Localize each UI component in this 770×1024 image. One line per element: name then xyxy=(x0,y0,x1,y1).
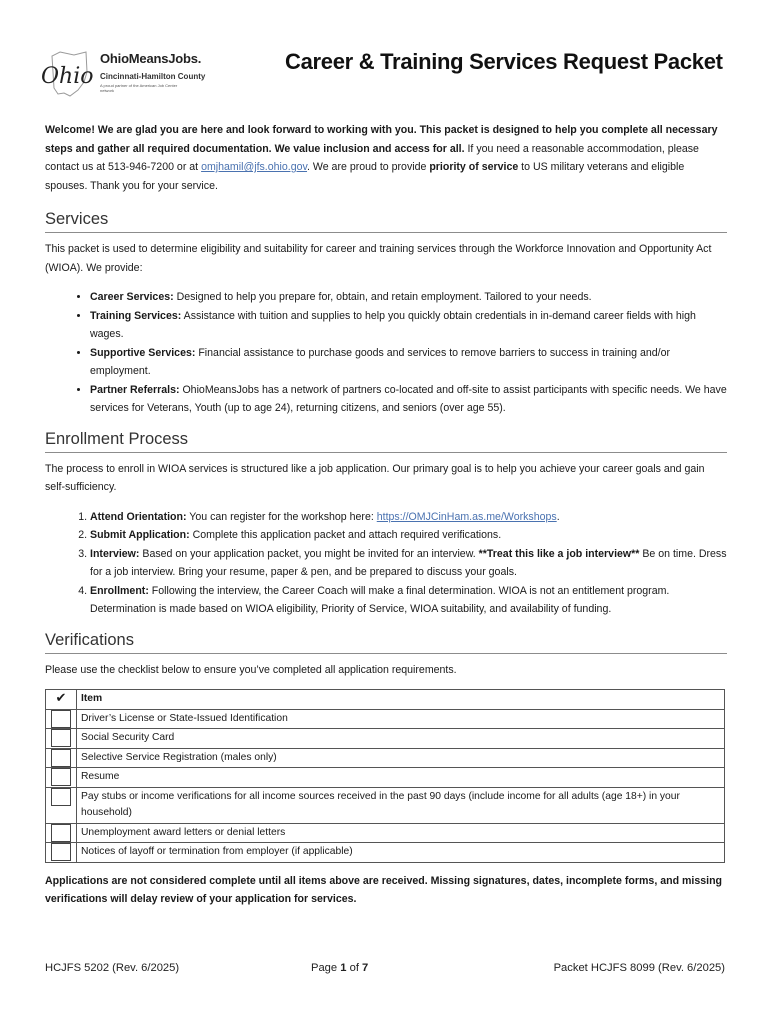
page-current: 1 xyxy=(340,962,347,974)
page-of: of xyxy=(346,962,363,974)
list-item xyxy=(90,526,727,545)
checkbox[interactable] xyxy=(51,824,71,842)
checkbox-cell xyxy=(46,768,77,788)
verifications-heading: Verifications xyxy=(45,629,727,654)
service-label: Partner Referrals: xyxy=(90,383,180,396)
ohiomeansjobs-logo xyxy=(40,50,220,100)
enrollment-heading: Enrollment Process xyxy=(45,428,727,453)
checklist-item: Unemployment award letters or denial letters xyxy=(77,823,725,843)
checkbox[interactable] xyxy=(51,729,71,747)
checkbox-cell xyxy=(46,709,77,729)
verification-note: Applications are not considered complete until all items above are received. Missing signatures, dates, incomplete forms, and missing verifications will delay review of your application for services. xyxy=(45,874,723,905)
list-item xyxy=(90,288,727,307)
intro-bold: Welcome! We are glad you are here and look forward to working with you. This packet is designed to help you complete all necessary steps and gather all required documentation. We value inclusion and access for all. xyxy=(45,124,718,155)
ohio-state-outline-icon xyxy=(40,50,98,100)
intro-text-2: . We are proud to provide xyxy=(307,161,430,173)
intro-text-1: If you need a reasonable accommodation, please contact us at 513-946-7200 or at xyxy=(45,142,699,173)
ohio-script-text: Ohio xyxy=(41,64,94,89)
step-text: Based on your application packet, you might be invited for an interview. xyxy=(139,547,479,560)
step-label: Enrollment: xyxy=(90,584,149,597)
item-column-header: Item xyxy=(77,690,725,710)
intro-text-3: to US military veterans and eligible spouses. Thank you for your service. xyxy=(45,161,685,192)
list-item xyxy=(90,508,727,527)
page-prefix: Page xyxy=(311,962,341,974)
logo-brand: OhioMeansJobs. xyxy=(100,51,202,66)
verification-checklist xyxy=(45,689,725,863)
page-total: 7 xyxy=(362,962,369,974)
checkbox-cell xyxy=(46,748,77,768)
checkbox[interactable] xyxy=(51,710,71,728)
checkbox-cell xyxy=(46,729,77,749)
checkmark-icon: ✔ xyxy=(46,690,77,710)
list-item xyxy=(90,582,727,619)
checkbox-cell xyxy=(46,843,77,863)
step-text: You can register for the workshop here: xyxy=(186,510,377,523)
table-row xyxy=(46,823,725,843)
checkbox[interactable] xyxy=(51,749,71,767)
step-emphasis: **Treat this like a job interview** xyxy=(478,547,640,560)
step-label: Interview: xyxy=(90,547,140,560)
table-header-row xyxy=(46,690,725,710)
service-text: Designed to help you prepare for, obtain, and retain employment. Tailored to your needs. xyxy=(173,291,592,303)
checkbox-cell xyxy=(46,823,77,843)
list-item xyxy=(90,344,727,381)
step-text: Be on time. Dress for a job interview. Bring your resume, paper & pen, and be prepared to discuss your goals. xyxy=(90,547,727,578)
enrollment-description: The process to enroll in WIOA services is structured like a job application. Our primary goal is to help you achieve your career goals and gain self-sufficiency. xyxy=(45,462,705,493)
step-text: Complete this application packet and attach required verifications. xyxy=(189,529,502,541)
service-text: Financial assistance to purchase goods and services to remove barriers to success in training and/or employment. xyxy=(90,346,670,377)
services-list xyxy=(45,288,727,418)
verifications-description: Please use the checklist below to ensure you’ve completed all application requirements. xyxy=(45,663,457,676)
checklist-item: Notices of layoff or termination from employer (if applicable) xyxy=(77,843,725,863)
logo-tagline: A proud partner of the American Job Center network xyxy=(100,83,178,93)
footer-form-number: HCJFS 5202 (Rev. 6/2025) xyxy=(45,962,180,974)
checkbox-cell xyxy=(46,787,77,823)
checklist-item: Resume xyxy=(77,768,725,788)
service-label: Supportive Services: xyxy=(90,346,196,359)
page-title: Career & Training Services Request Packet xyxy=(285,49,723,74)
intro-paragraph xyxy=(45,121,727,195)
footer-packet-number: Packet HCJFS 8099 (Rev. 6/2025) xyxy=(553,962,725,974)
service-label: Training Services: xyxy=(90,309,182,322)
checkbox[interactable] xyxy=(51,788,71,806)
checklist-item: Social Security Card xyxy=(77,729,725,749)
intro-bold-2: priority of service xyxy=(429,161,519,173)
step-label: Submit Application: xyxy=(90,529,190,541)
document-body xyxy=(45,121,727,909)
checklist-item: Pay stubs or income verifications for all income sources received in the past 90 days (include income for all adults (age 18+) in your household) xyxy=(77,787,725,823)
service-text: OhioMeansJobs has a network of partners co-located and off-site to assist participants with specific needs. We have services for Veterans, Youth (up to age 24), returning citizens, and seniors (over age 55). xyxy=(90,383,727,414)
table-row xyxy=(46,787,725,823)
step-text: . xyxy=(556,510,560,523)
services-heading: Services xyxy=(45,208,727,233)
enrollment-steps xyxy=(45,508,727,619)
checklist-item: Selective Service Registration (males only) xyxy=(77,748,725,768)
checkbox[interactable] xyxy=(51,768,71,786)
footer-page-number xyxy=(311,962,368,974)
table-row xyxy=(46,768,725,788)
list-item xyxy=(90,307,727,344)
checkbox[interactable] xyxy=(51,843,71,861)
logo-region: Cincinnati-Hamilton County xyxy=(100,72,206,81)
list-item xyxy=(90,381,727,418)
services-description: This packet is used to determine eligibility and suitability for career and training services through the Workforce Innovation and Opportunity Act (WIOA). We provide: xyxy=(45,243,712,274)
workshop-link[interactable]: https://OMJCinHam.as.me/Workshops xyxy=(376,510,557,523)
step-text: Following the interview, the Career Coach will make a final determination. WIOA is not an entitlement program. Determination is made based on WIOA eligibility, Priority of Service, WIOA suitability, and availability of funding. xyxy=(90,584,670,615)
checklist-item: Driver’s License or State-Issued Identification xyxy=(77,709,725,729)
service-label: Career Services: xyxy=(90,291,174,303)
step-label: Attend Orientation: xyxy=(90,510,187,523)
table-row xyxy=(46,729,725,749)
table-row xyxy=(46,748,725,768)
email-link[interactable]: omjhamil@jfs.ohio.gov xyxy=(201,161,308,173)
table-row xyxy=(46,843,725,863)
list-item xyxy=(90,545,727,582)
service-text: Assistance with tuition and supplies to help you quickly obtain credentials in in-demand career fields with high wages. xyxy=(90,309,696,340)
table-row xyxy=(46,709,725,729)
